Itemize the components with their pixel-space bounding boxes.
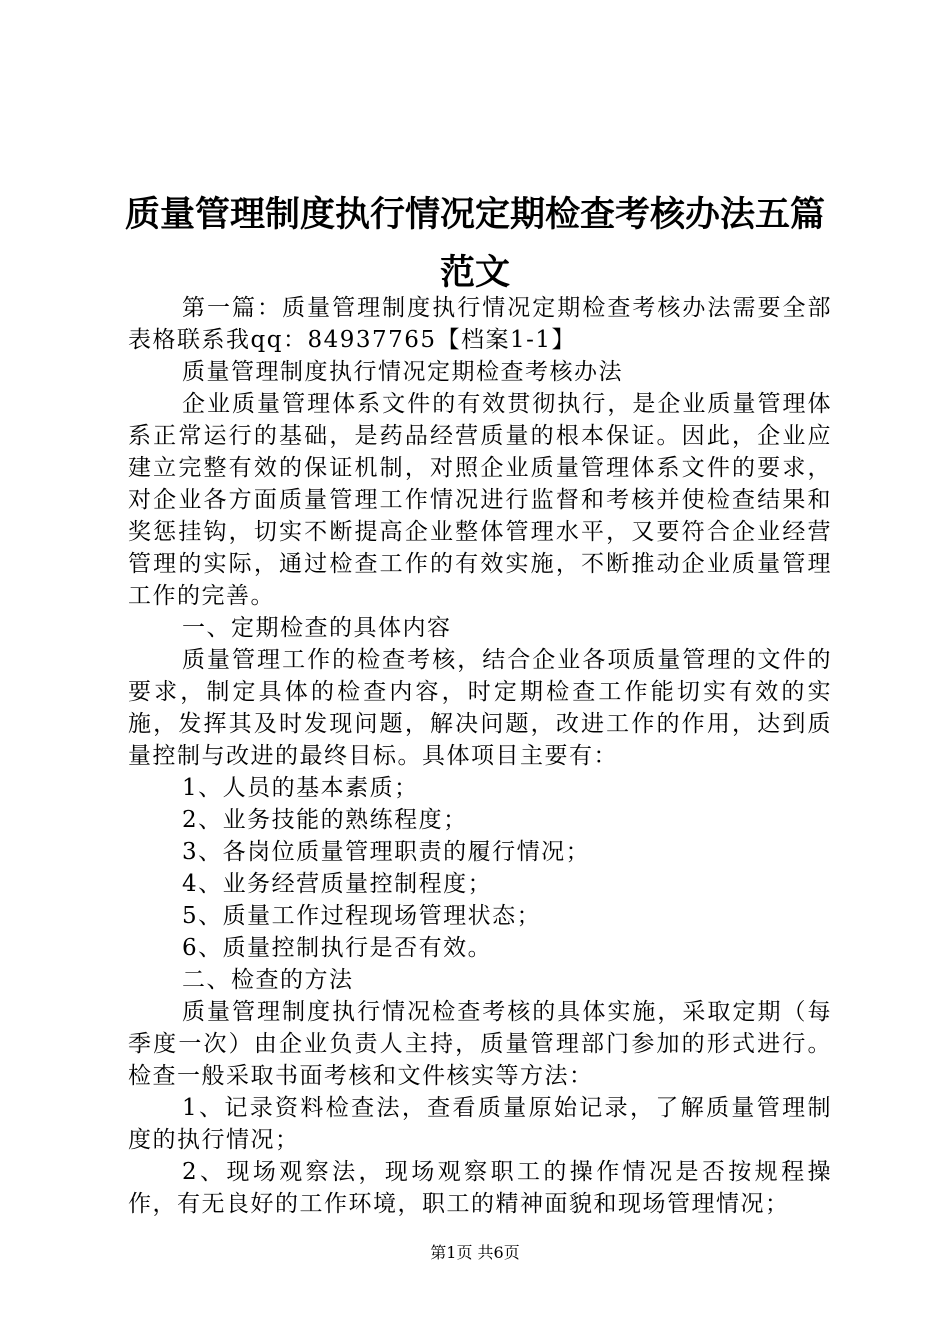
- section-heading-content: 一、定期检查的具体内容: [182, 615, 452, 641]
- list-item: 5、质量工作过程现场管理状态；: [182, 903, 542, 929]
- list-item: 1、人员的基本素质；: [182, 775, 419, 801]
- document-body: [128, 292, 832, 1220]
- list-item: 1、记录资料检查法，查看质量原始记录，了解质量管理制度的执行情况；: [128, 1095, 832, 1153]
- list-item: 2、现场观察法，现场观察职工的操作情况是否按规程操作，有无良好的工作环境，职工的精神面貌和现场管理情况；: [128, 1159, 832, 1217]
- list-item: 4、业务经营质量控制程度；: [182, 871, 493, 897]
- list-item: 3、各岗位质量管理职责的履行情况；: [182, 839, 591, 865]
- section-heading-method: 二、检查的方法: [182, 967, 354, 993]
- list-item: 6、质量控制执行是否有效。: [182, 935, 493, 961]
- page-number: 第1页 共6页: [430, 1243, 520, 1262]
- paragraph-content-intro: 质量管理工作的检查考核，结合企业各项质量管理的文件的要求，制定具体的检查内容，时定期检查工作能切实有效的实施，发挥其及时发现问题，解决问题，改进工作的作用，达到质量控制与改进的最终目标。具体项目主要有：: [128, 647, 832, 769]
- document-title: 质量管理制度执行情况定期检查考核办法五篇范文: [124, 195, 825, 293]
- paragraph-subtitle: 质量管理制度执行情况定期检查考核办法: [182, 359, 623, 385]
- paragraph-intro: 第一篇：质量管理制度执行情况定期检查考核办法需要全部表格联系我qq：84937765【档案1-1】: [128, 295, 832, 353]
- list-item: 2、业务技能的熟练程度；: [182, 807, 468, 833]
- paragraph-method-intro: 质量管理制度执行情况检查考核的具体实施，采取定期（每季度一次）由企业负责人主持，质量管理部门参加的形式进行。检查一般采取书面考核和文件核实等方法：: [128, 999, 832, 1089]
- paragraph-overview: 企业质量管理体系文件的有效贯彻执行，是企业质量管理体系正常运行的基础，是药品经营质量的根本保证。因此，企业应建立完整有效的保证机制，对照企业质量管理体系文件的要求，对企业各方面质量管理工作情况进行监督和考核并使检查结果和奖惩挂钩，切实不断提高企业整体管理水平，又要符合企业经营管理的实际，通过检查工作的有效实施，不断推动企业质量管理工作的完善。: [128, 391, 832, 609]
